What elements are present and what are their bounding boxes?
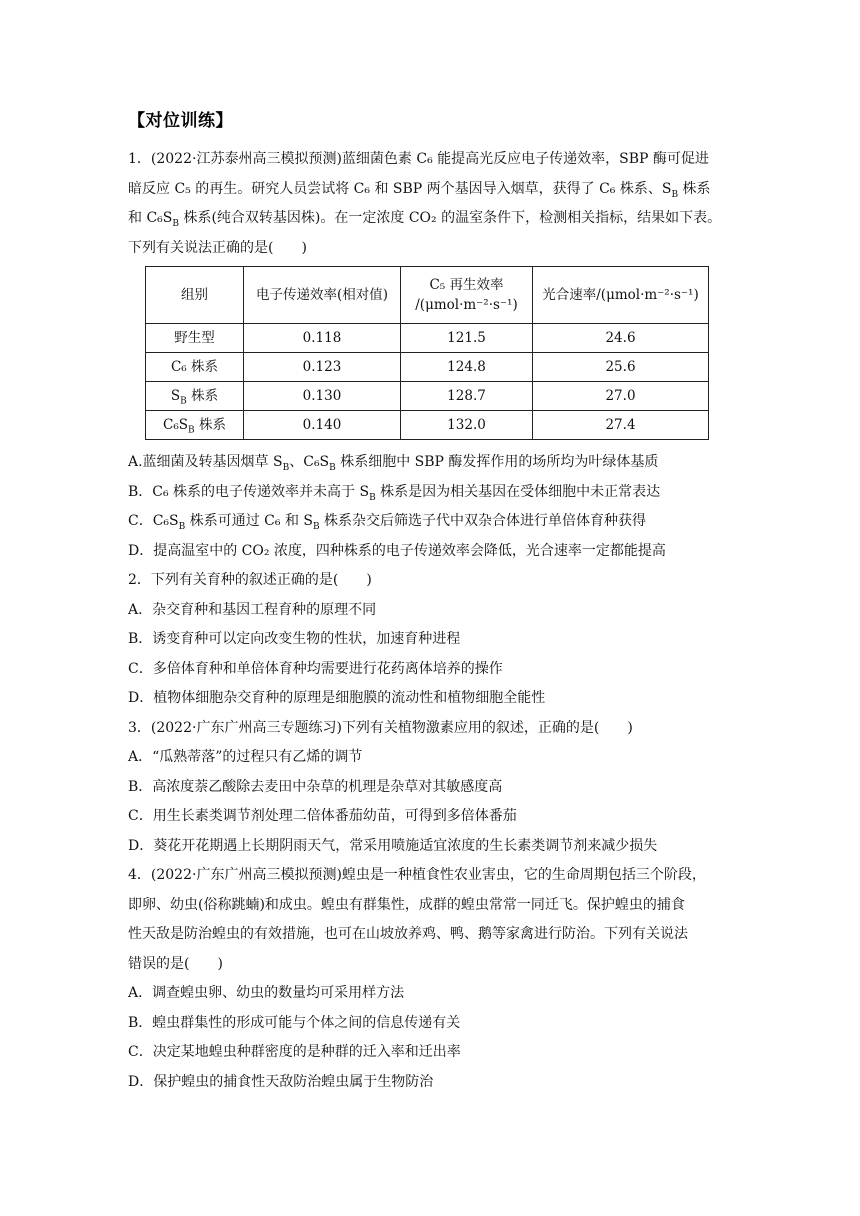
question-3 <box>128 714 738 862</box>
table-row <box>146 411 709 440</box>
table-header-cell: 光合速率/(μmol·m⁻²·s⁻¹) <box>533 267 709 324</box>
table-row <box>146 324 709 353</box>
table-cell: $S_B$ 株系 <box>146 382 244 411</box>
q4-stem-line-1: 4．(2022·广东广州高三模拟预测)蝗虫是一种植食性农业害虫，它的生命周期包括三个阶段， <box>128 867 706 883</box>
q2-option-c: C．多倍体育种和单倍体育种均需要进行花药离体培养的操作 <box>128 660 503 677</box>
table-cell: 24.6 <box>533 324 709 353</box>
table-cell: 124.8 <box>401 353 533 382</box>
table-cell: 0.130 <box>244 382 401 411</box>
table-cell: 128.7 <box>401 382 533 411</box>
table-cell: 野生型 <box>146 324 244 353</box>
q2-stem: 2．下列有关育种的叙述正确的是( ) <box>128 572 372 588</box>
q1-option-c: C．$C_6S_B$ 株系可通过 C₆ 和 $S_B$ 株系杂交后筛选子代中双杂合体进行单倍体育种获得 <box>128 513 647 532</box>
q4-option-a: A．调查蝗虫卵、幼虫的数量均可采用样方法 <box>128 985 405 1001</box>
q1-stem-line-2: 暗反应 C₅ 的再生。研究人员尝试将 C₆ 和 SBP 两个基因导入烟草，获得了 C₆ 株系、$S_B$ 株系 <box>128 180 711 200</box>
table-header-row <box>146 267 709 324</box>
table-cell: $C_6S_B$ 株系 <box>146 411 244 440</box>
q1-stem-line-3: 和 $C_6S_B$ 株系(纯合双转基因株)。在一定浓度 CO₂ 的温室条件下，检测相关指标，结果如下表。 <box>128 210 722 229</box>
table-cell: 27.0 <box>533 382 709 411</box>
q3-stem: 3．(2022·广东广州高三专题练习)下列有关植物激素应用的叙述，正确的是( ) <box>128 719 633 736</box>
table-cell: 0.123 <box>244 353 401 382</box>
q1-data-table <box>145 266 709 440</box>
table-cell: 27.4 <box>533 411 709 440</box>
question-2 <box>128 566 738 714</box>
q1-option-d: D．提高温室中的 CO₂ 浓度，四种株系的电子传递效率会降低，光合速率一定都能提高 <box>128 542 666 559</box>
table-row <box>146 353 709 382</box>
table-cell: 0.118 <box>244 324 401 353</box>
q3-option-b: B．高浓度萘乙酸除去麦田中杂草的机理是杂草对其敏感度高 <box>128 778 503 795</box>
q1-option-a: A.蓝细菌及转基因烟草 $S_B$、$C_6S_B$ 株系细胞中 SBP 酶发挥作用的场所均为叶绿体基质 <box>128 454 659 473</box>
table-cell: 121.5 <box>401 324 533 353</box>
q2-option-b: B．诱变育种可以定向改变生物的性状，加速育种进程 <box>128 631 461 647</box>
q4-option-c: C．决定某地蝗虫种群密度的是种群的迁入率和迁出率 <box>128 1044 461 1060</box>
q2-option-d: D．植物体细胞杂交育种的原理是细胞膜的流动性和植物细胞全能性 <box>128 690 546 706</box>
table-row <box>146 382 709 411</box>
q2-option-a: A．杂交育种和基因工程育种的原理不同 <box>128 601 377 618</box>
q3-option-d: D．葵花开花期遇上长期阴雨天气，常采用喷施适宜浓度的生长素类调节剂来减少损失 <box>128 837 658 854</box>
q1-stem-line-4: 下列有关说法正确的是( ) <box>128 239 307 256</box>
table-cell: 132.0 <box>401 411 533 440</box>
q4-option-b: B．蝗虫群集性的形成可能与个体之间的信息传递有关 <box>128 1014 461 1031</box>
table-header-cell: 电子传递效率(相对值) <box>244 267 401 324</box>
q1-option-b: B．C₆ 株系的电子传递效率并未高于 $S_B$ 株系是因为相关基因在受体细胞中未正常表达 <box>128 483 661 503</box>
table-cell: 0.140 <box>244 411 401 440</box>
table-cell: C₆ 株系 <box>146 353 244 382</box>
table-header-cell: C₅ 再生效率 /(μmol·m⁻²·s⁻¹) <box>401 267 533 324</box>
q1-options <box>128 448 738 566</box>
document-page <box>128 98 738 1097</box>
q4-option-d: D．保护蝗虫的捕食性天敌防治蝗虫属于生物防治 <box>128 1073 434 1090</box>
question-1 <box>128 145 738 566</box>
question-4 <box>128 861 738 1097</box>
q4-stem-line-4: 错误的是( ) <box>128 955 223 972</box>
q4-stem-line-3: 性天敌是防治蝗虫的有效措施，也可在山坡放养鸡、鸭、鹅等家禽进行防治。下列有关说法 <box>128 926 688 942</box>
section-title: 【对位训练】 <box>128 111 233 131</box>
q3-option-a: A．“瓜熟蒂落”的过程只有乙烯的调节 <box>128 749 363 765</box>
q1-stem-line-1: 1．(2022·江苏泰州高三模拟预测)蓝细菌色素 C₆ 能提高光反应电子传递效率，SBP 酶可促进 <box>128 151 709 167</box>
table-cell: 25.6 <box>533 353 709 382</box>
q4-stem-line-2: 即卵、幼虫(俗称跳蝻)和成虫。蝗虫有群集性，成群的蝗虫常常一同迁飞。保护蝗虫的捕食 <box>128 896 685 913</box>
q3-option-c: C．用生长素类调节剂处理二倍体番茄幼苗，可得到多倍体番茄 <box>128 808 517 824</box>
table-header-cell: 组别 <box>146 267 244 324</box>
